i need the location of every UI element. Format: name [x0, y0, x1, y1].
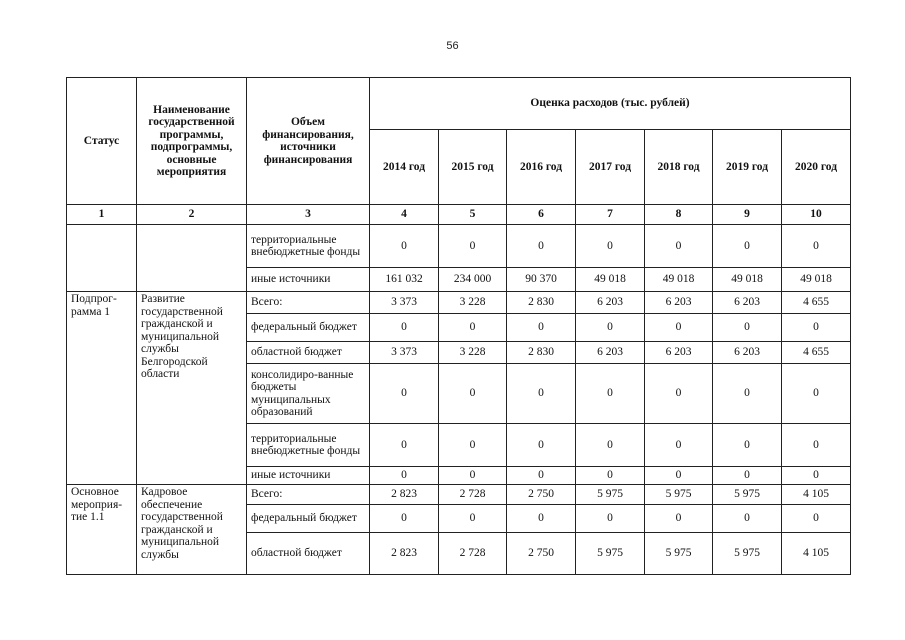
header-source: Объем финансирования, источники финансирования — [247, 78, 370, 205]
table-body — [67, 225, 851, 575]
funding-source-cell: консолидиро-ванные бюджеты муниципальных образований — [247, 364, 370, 424]
column-number: 3 — [247, 205, 370, 225]
value-cell: 0 — [782, 364, 851, 424]
value-cell: 0 — [439, 314, 507, 342]
header-year: 2017 год — [576, 130, 645, 205]
value-cell: 2 823 — [370, 485, 439, 505]
column-number: 4 — [370, 205, 439, 225]
table-row — [67, 292, 851, 314]
header-estimate: Оценка расходов (тыс. рублей) — [370, 78, 851, 130]
value-cell: 0 — [782, 314, 851, 342]
value-cell: 2 750 — [507, 485, 576, 505]
value-cell: 161 032 — [370, 268, 439, 292]
value-cell: 0 — [713, 225, 782, 268]
value-cell: 0 — [782, 424, 851, 467]
value-cell: 2 728 — [439, 533, 507, 575]
value-cell: 0 — [645, 314, 713, 342]
value-cell: 6 203 — [576, 342, 645, 364]
value-cell: 6 203 — [645, 292, 713, 314]
header-year: 2020 год — [782, 130, 851, 205]
program-name-cell: Кадровое обеспечение государственной гражданской и муниципальной службы — [137, 485, 247, 575]
value-cell: 3 373 — [370, 342, 439, 364]
value-cell: 0 — [507, 314, 576, 342]
column-number: 6 — [507, 205, 576, 225]
value-cell: 6 203 — [713, 292, 782, 314]
value-cell: 3 228 — [439, 292, 507, 314]
value-cell: 0 — [370, 364, 439, 424]
column-number: 7 — [576, 205, 645, 225]
value-cell: 0 — [370, 314, 439, 342]
value-cell: 2 750 — [507, 533, 576, 575]
value-cell: 0 — [782, 467, 851, 485]
value-cell: 2 728 — [439, 485, 507, 505]
value-cell: 0 — [713, 505, 782, 533]
value-cell: 0 — [645, 467, 713, 485]
table-row — [67, 225, 851, 268]
value-cell: 5 975 — [576, 485, 645, 505]
funding-source-cell: федеральный бюджет — [247, 505, 370, 533]
value-cell: 0 — [507, 225, 576, 268]
value-cell: 0 — [782, 225, 851, 268]
value-cell: 0 — [713, 424, 782, 467]
funding-source-cell: территориальные внебюджетные фонды — [247, 225, 370, 268]
column-number: 2 — [137, 205, 247, 225]
value-cell: 0 — [576, 467, 645, 485]
value-cell: 0 — [576, 225, 645, 268]
program-name-cell — [137, 225, 247, 292]
value-cell: 0 — [576, 364, 645, 424]
value-cell: 6 203 — [645, 342, 713, 364]
value-cell: 0 — [439, 467, 507, 485]
value-cell: 2 830 — [507, 292, 576, 314]
value-cell: 0 — [782, 505, 851, 533]
value-cell: 0 — [370, 424, 439, 467]
value-cell: 4 655 — [782, 292, 851, 314]
value-cell: 0 — [713, 364, 782, 424]
page-number: 56 — [446, 40, 459, 52]
table-header — [67, 78, 851, 225]
value-cell: 6 203 — [576, 292, 645, 314]
value-cell: 49 018 — [576, 268, 645, 292]
column-number: 5 — [439, 205, 507, 225]
value-cell: 49 018 — [713, 268, 782, 292]
value-cell: 0 — [576, 505, 645, 533]
value-cell: 49 018 — [782, 268, 851, 292]
value-cell: 0 — [507, 505, 576, 533]
value-cell: 0 — [645, 225, 713, 268]
funding-source-cell: иные источники — [247, 467, 370, 485]
budget-table — [66, 77, 851, 575]
value-cell: 234 000 — [439, 268, 507, 292]
value-cell: 5 975 — [645, 485, 713, 505]
funding-source-cell: Всего: — [247, 485, 370, 505]
value-cell: 0 — [439, 505, 507, 533]
value-cell: 6 203 — [713, 342, 782, 364]
header-year: 2016 год — [507, 130, 576, 205]
value-cell: 0 — [645, 364, 713, 424]
value-cell: 0 — [713, 314, 782, 342]
column-number: 8 — [645, 205, 713, 225]
value-cell: 4 105 — [782, 533, 851, 575]
funding-source-cell: областной бюджет — [247, 533, 370, 575]
value-cell: 5 975 — [576, 533, 645, 575]
funding-source-cell: федеральный бюджет — [247, 314, 370, 342]
value-cell: 0 — [370, 467, 439, 485]
header-status: Статус — [67, 78, 137, 205]
header-year: 2014 год — [370, 130, 439, 205]
value-cell: 0 — [370, 505, 439, 533]
value-cell: 0 — [576, 314, 645, 342]
value-cell: 0 — [439, 364, 507, 424]
program-name-cell: Развитие государственной гражданской и муниципальной службы Белгородской области — [137, 292, 247, 485]
value-cell: 2 830 — [507, 342, 576, 364]
column-number: 9 — [713, 205, 782, 225]
value-cell: 5 975 — [713, 485, 782, 505]
value-cell: 90 370 — [507, 268, 576, 292]
funding-source-cell: областной бюджет — [247, 342, 370, 364]
column-number: 10 — [782, 205, 851, 225]
value-cell: 0 — [507, 424, 576, 467]
value-cell: 0 — [645, 505, 713, 533]
table-row — [67, 485, 851, 505]
status-cell: Подпрог-рамма 1 — [67, 292, 137, 485]
column-number: 1 — [67, 205, 137, 225]
funding-source-cell: иные источники — [247, 268, 370, 292]
value-cell: 4 655 — [782, 342, 851, 364]
value-cell: 3 373 — [370, 292, 439, 314]
funding-source-cell: Всего: — [247, 292, 370, 314]
header-name: Наименование государственной программы, подпрограммы, основные мероприятия — [137, 78, 247, 205]
value-cell: 0 — [576, 424, 645, 467]
header-year: 2019 год — [713, 130, 782, 205]
funding-source-cell: территориальные внебюджетные фонды — [247, 424, 370, 467]
value-cell: 0 — [507, 467, 576, 485]
value-cell: 0 — [507, 364, 576, 424]
value-cell: 0 — [370, 225, 439, 268]
value-cell: 0 — [645, 424, 713, 467]
value-cell: 0 — [439, 225, 507, 268]
value-cell: 0 — [439, 424, 507, 467]
value-cell: 5 975 — [645, 533, 713, 575]
value-cell: 0 — [713, 467, 782, 485]
value-cell: 4 105 — [782, 485, 851, 505]
status-cell: Основное мероприя-тие 1.1 — [67, 485, 137, 575]
header-year: 2018 год — [645, 130, 713, 205]
value-cell: 5 975 — [713, 533, 782, 575]
value-cell: 2 823 — [370, 533, 439, 575]
header-year: 2015 год — [439, 130, 507, 205]
value-cell: 3 228 — [439, 342, 507, 364]
value-cell: 49 018 — [645, 268, 713, 292]
status-cell — [67, 225, 137, 292]
